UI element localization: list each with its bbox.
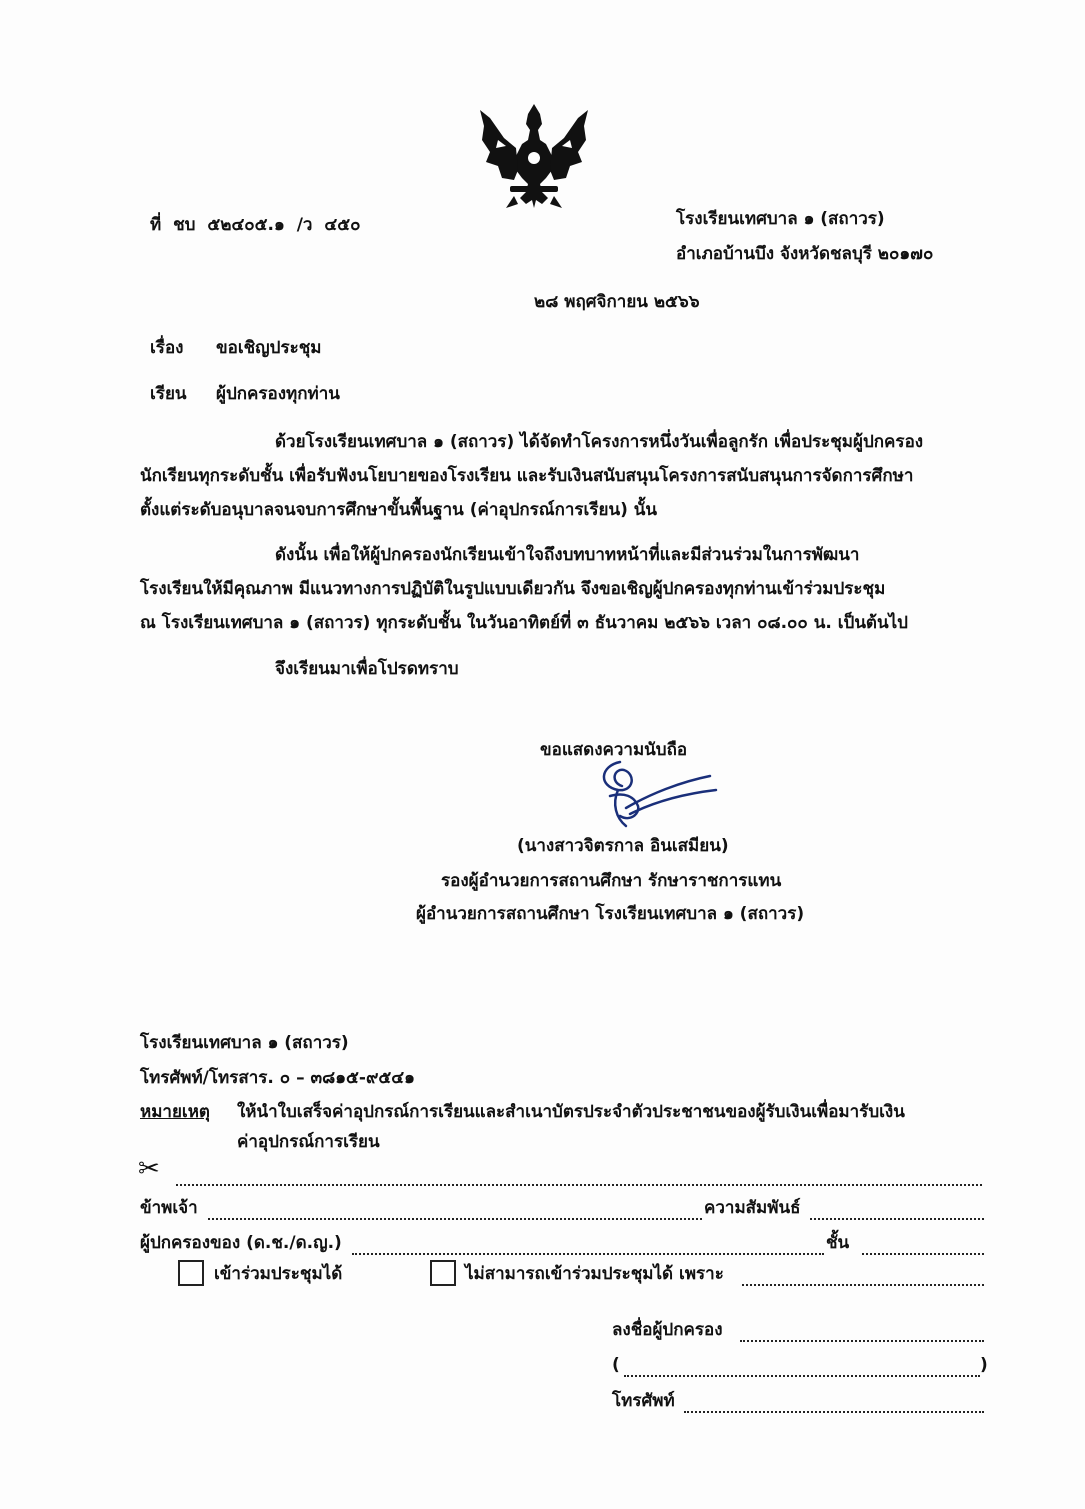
guardian-printed-name-field[interactable] — [624, 1375, 980, 1377]
body-para2-line1: ดังนั้น เพื่อให้ผู้ปกครองนักเรียนเข้าใจถึงบทบาทหน้าที่และมีส่วนร่วมในการพัฒนา — [275, 545, 860, 565]
not-attend-checkbox[interactable] — [430, 1260, 456, 1286]
paren-close: ) — [980, 1355, 988, 1375]
class-field[interactable] — [862, 1253, 984, 1255]
scissors-icon: ✂ — [138, 1154, 160, 1184]
footer-phone: โทรศัพท์/โทรสาร. ๐ – ๓๘๑๕-๙๕๔๑ — [140, 1068, 415, 1088]
body-para2-line2: โรงเรียนให้มีคุณภาพ มีแนวทางการปฏิบัติในรูปแบบเดียวกัน จึงขอเชิญผู้ปกครองทุกท่านเข้าร่วมประชุม — [140, 579, 886, 599]
student-name-field[interactable] — [352, 1253, 824, 1255]
school-address: อำเภอบ้านบึง จังหวัดชลบุรี ๒๐๑๗๐ — [676, 244, 934, 264]
subject-label: เรื่อง — [150, 338, 184, 358]
subject-text: ขอเชิญประชุม — [216, 338, 322, 358]
name-label: ข้าพเจ้า — [140, 1198, 198, 1218]
body-para1-line2: นักเรียนทุกระดับชั้น เพื่อรับฟังนโยบายของโรงเรียน และรับเงินสนับสนุนโครงการสนับสนุนการจัดการศึกษา — [140, 466, 914, 486]
note-line1: ให้นำใบเสร็จค่าอุปกรณ์การเรียนและสำเนาบัตรประจำตัวประชาชนของผู้รับเงินเพื่อมารับเงิน — [237, 1102, 905, 1122]
note-line2: ค่าอุปกรณ์การเรียน — [237, 1132, 380, 1152]
note-label: หมายเหตุ — [140, 1102, 210, 1122]
not-attend-option-label: ไม่สามารถเข้าร่วมประชุมได้ เพราะ — [465, 1264, 724, 1284]
guardian-label: ผู้ปกครองของ (ด.ช./ด.ญ.) — [140, 1233, 342, 1253]
handwritten-signature-icon — [590, 752, 720, 836]
attend-checkbox[interactable] — [178, 1260, 204, 1286]
garuda-emblem-icon — [476, 100, 592, 212]
body-para1-line1: ด้วยโรงเรียนเทศบาล ๑ (สถาวร) ได้จัดทำโครงการหนึ่งวันเพื่อลูกรัก เพื่อประชุมผู้ปกครอง — [275, 432, 924, 452]
guardian-sign-label: ลงชื่อผู้ปกครอง — [612, 1320, 723, 1340]
reference-number: ที่ ชบ ๕๒๔๐๕.๑ /ว ๔๕๐ — [150, 215, 361, 235]
closing-line: จึงเรียนมาเพื่อโปรดทราบ — [275, 659, 459, 679]
body-para1-line3: ตั้งแต่ระดับอนุบาลจนจบการศึกษาขั้นพื้นฐาน (ค่าอุปกรณ์การเรียน) นั้น — [140, 500, 657, 520]
recipient-label: เรียน — [150, 384, 187, 404]
signer-position-1: รองผู้อำนวยการสถานศึกษา รักษาราชการแทน — [441, 871, 782, 891]
regards-text: ขอแสดงความนับถือ — [540, 740, 688, 760]
relation-label: ความสัมพันธ์ — [704, 1198, 801, 1218]
relation-field[interactable] — [810, 1218, 984, 1220]
guardian-signature-field[interactable] — [740, 1340, 984, 1342]
reason-field[interactable] — [742, 1284, 984, 1286]
signer-position-2: ผู้อำนวยการสถานศึกษา โรงเรียนเทศบาล ๑ (สถาวร) — [416, 904, 805, 924]
paren-open: ( — [612, 1355, 620, 1375]
body-para2-line3: ณ โรงเรียนเทศบาล ๑ (สถาวร) ทุกระดับชั้น ในวันอาทิตย์ที่ ๓ ธันวาคม ๒๕๖๖ เวลา ๐๘.๐๐ น. เป็นต้นไป — [140, 613, 908, 633]
name-field[interactable] — [208, 1218, 702, 1220]
recipient-text: ผู้ปกครองทุกท่าน — [216, 384, 340, 404]
school-name: โรงเรียนเทศบาล ๑ (สถาวร) — [676, 209, 885, 229]
guardian-phone-label: โทรศัพท์ — [612, 1391, 675, 1411]
guardian-phone-field[interactable] — [684, 1411, 984, 1413]
attend-option-label: เข้าร่วมประชุมได้ — [214, 1264, 343, 1284]
class-label: ชั้น — [826, 1233, 850, 1253]
letter-date: ๒๘ พฤศจิกายน ๒๕๖๖ — [534, 292, 700, 312]
signer-name: (นางสาวจิตรกาล อินเสมียน) — [517, 836, 729, 856]
footer-school: โรงเรียนเทศบาล ๑ (สถาวร) — [140, 1033, 349, 1053]
cut-line — [176, 1184, 982, 1186]
